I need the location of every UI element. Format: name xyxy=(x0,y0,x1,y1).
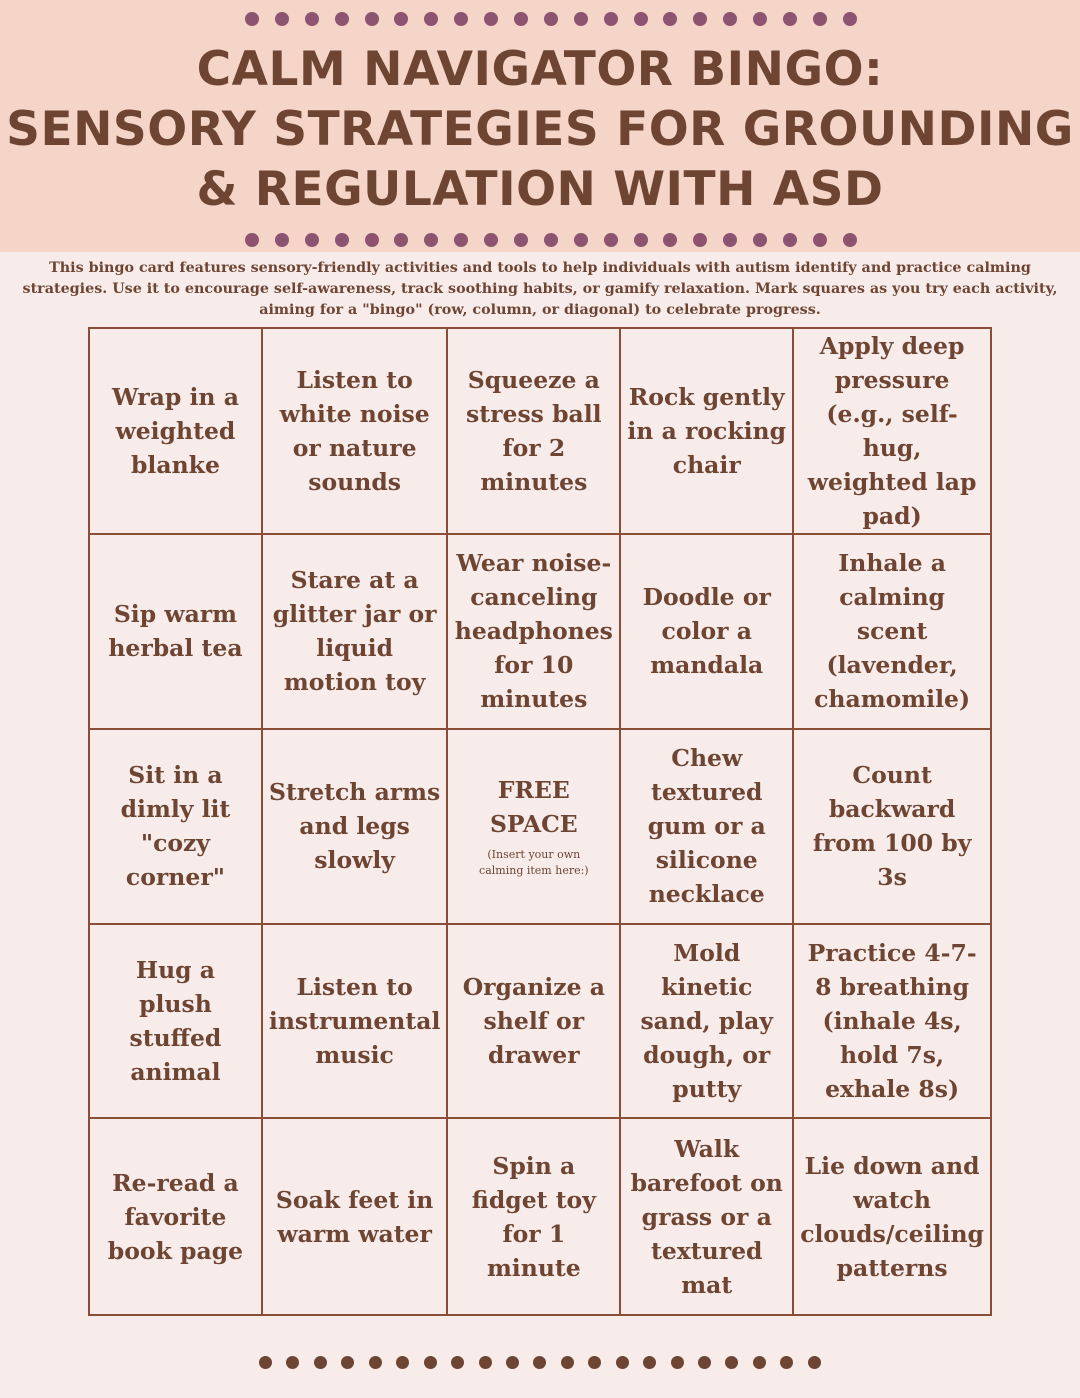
bottom-dot-divider xyxy=(259,1355,821,1369)
bingo-cell[interactable]: Wear noise-canceling headphones for 10 minutes xyxy=(448,535,621,730)
title-line-2: SENSORY STRATEGIES FOR GROUNDING xyxy=(6,102,1074,157)
bingo-cell[interactable]: Re-read a favorite book page xyxy=(90,1119,263,1314)
bingo-cell[interactable]: Spin a fidget toy for 1 minute xyxy=(448,1119,621,1314)
bingo-cell[interactable]: Apply deep pressure (e.g., self-hug, weighted lap pad) xyxy=(794,329,990,535)
bingo-cell[interactable]: Squeeze a stress ball for 2 minutes xyxy=(448,329,621,535)
free-space-label: FREE SPACE xyxy=(489,776,578,839)
bingo-cell[interactable]: Inhale a calming scent (lavender, chamomile) xyxy=(794,535,990,730)
bingo-cell[interactable]: Chew textured gum or a silicone necklace xyxy=(621,730,794,925)
bingo-cell[interactable]: Listen to white noise or nature sounds xyxy=(263,329,448,535)
header-dot-divider xyxy=(245,233,857,247)
bingo-cell[interactable]: Hug a plush stuffed animal xyxy=(90,925,263,1120)
bingo-cell[interactable]: Sip warm herbal tea xyxy=(90,535,263,730)
bingo-cell[interactable]: Rock gently in a rocking chair xyxy=(621,329,794,535)
free-space-note: (Insert your own calming item here:) xyxy=(479,848,589,878)
top-dot-divider xyxy=(245,12,857,26)
bingo-cell[interactable]: Wrap in a weighted blanke xyxy=(90,329,263,535)
bingo-cell[interactable]: Lie down and watch clouds/ceiling patterns xyxy=(800,1151,984,1282)
bingo-cell[interactable]: Practice 4-7-8 breathing (inhale 4s, hold 7s, exhale 8s) xyxy=(794,925,990,1120)
bingo-cell[interactable]: Walk barefoot on grass or a textured mat xyxy=(621,1119,794,1314)
page-title xyxy=(0,40,1080,220)
bingo-cell[interactable]: Listen to instrumental music xyxy=(263,925,448,1120)
title-line-3: & REGULATION WITH ASD xyxy=(196,162,884,217)
bingo-cell[interactable]: Soak feet in warm water xyxy=(263,1119,448,1314)
intro-text: This bingo card features sensory-friendly activities and tools to help individuals with autism identify and practice calming strategies. Use it to encourage self-awareness, track soothing habits, or gamify relaxation. Mark squares as you try each activity, aiming for a "bingo" (row, column, or diagonal) to celebrate progress. xyxy=(22,260,1058,318)
bingo-cell[interactable]: Sit in a dimly lit "cozy corner" xyxy=(90,730,263,925)
bingo-cell[interactable]: Stare at a glitter jar or liquid motion toy xyxy=(263,535,448,730)
free-space-cell[interactable] xyxy=(448,730,621,925)
bingo-cell[interactable]: Doodle or color a mandala xyxy=(621,535,794,730)
title-line-1: CALM NAVIGATOR BINGO: xyxy=(196,42,884,97)
bingo-cell[interactable]: Count backward from 100 by 3s xyxy=(794,730,990,925)
bingo-cell[interactable]: Mold kinetic sand, play dough, or putty xyxy=(621,925,794,1120)
bingo-cell[interactable]: Stretch arms and legs slowly xyxy=(263,730,448,925)
bingo-cell[interactable]: Organize a shelf or drawer xyxy=(448,925,621,1120)
bingo-board xyxy=(88,327,992,1316)
